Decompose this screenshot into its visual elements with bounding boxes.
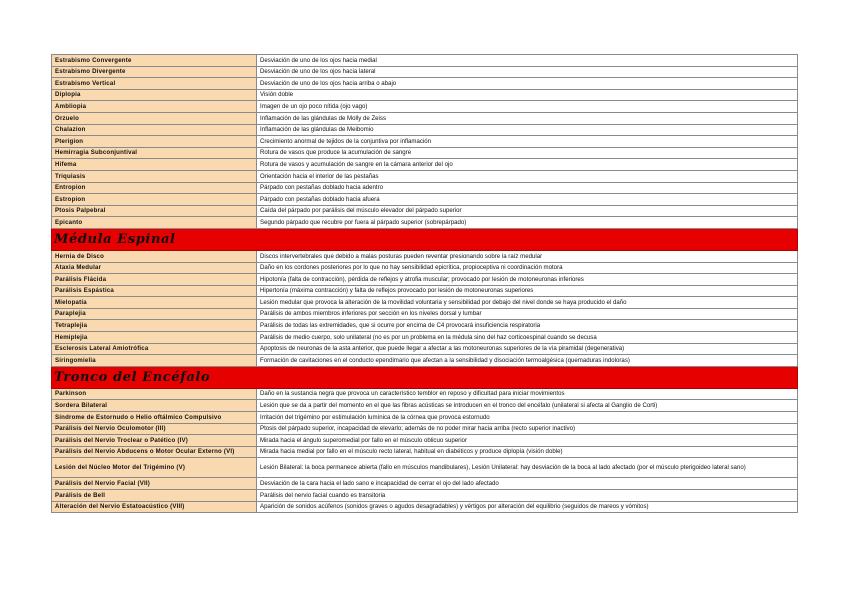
table-row bbox=[52, 101, 798, 113]
term-cell: Parálisis de Bell bbox=[52, 490, 257, 502]
table-row bbox=[52, 112, 798, 124]
term-cell: Hemiplejia bbox=[52, 332, 257, 344]
table-row bbox=[52, 55, 798, 67]
term-cell: Parálisis Espástica bbox=[52, 285, 257, 297]
definition-cell: Discos intervertebrales que debido a malas posturas pueden reventar presionando sobre la raíz medular bbox=[257, 250, 798, 262]
term-cell: Hemirragia Subconjuntival bbox=[52, 147, 257, 159]
table-row bbox=[52, 458, 798, 478]
table-row bbox=[52, 205, 798, 217]
definition-cell: Parálisis del nervio facial cuando es transitoria bbox=[257, 490, 798, 502]
terms-table bbox=[51, 54, 798, 513]
definition-cell: Hipertonía (máxima contracción) y falta de reflejos provocado por lesión de motoneuronas superiores bbox=[257, 285, 798, 297]
table-row bbox=[52, 478, 798, 490]
term-cell: Chalazion bbox=[52, 124, 257, 136]
table-row bbox=[52, 446, 798, 458]
table-row bbox=[52, 170, 798, 182]
definition-cell: Desviación de uno de los ojos hacia arriba o abajo bbox=[257, 78, 798, 90]
table-row bbox=[52, 388, 798, 400]
definition-cell: Irritación del trigémino por estimulación lumínica de la córnea que provoca estornudo bbox=[257, 412, 798, 424]
definition-cell: Imagen de un ojo poco nítida (ojo vago) bbox=[257, 101, 798, 113]
definition-cell: Apoptosis de neuronas de la asta anterior, que puede llegar a afectar a las motoneuronas superiores de la vía piramidal (degenerativa) bbox=[257, 343, 798, 355]
definition-cell: Desviación de uno de los ojos hacia lateral bbox=[257, 66, 798, 78]
term-cell: Hifema bbox=[52, 159, 257, 171]
table-row bbox=[52, 182, 798, 194]
definition-cell: Parálisis de ambos miembros inferiores por sección en los niveles dorsal y lumbar bbox=[257, 308, 798, 320]
definition-cell: Párpado con pestañas doblado hacia afuera bbox=[257, 194, 798, 206]
term-cell: Síndrome de Estornudo o Helio oftálmico Compulsivo bbox=[52, 412, 257, 424]
table-row bbox=[52, 159, 798, 171]
table-row bbox=[52, 400, 798, 412]
term-cell: Estropion bbox=[52, 194, 257, 206]
table-row bbox=[52, 343, 798, 355]
term-cell: Entropion bbox=[52, 182, 257, 194]
table-row bbox=[52, 136, 798, 148]
term-cell: Siringomielia bbox=[52, 355, 257, 367]
term-cell: Estrabismo Convergente bbox=[52, 55, 257, 67]
term-cell: Sordera Bilateral bbox=[52, 400, 257, 412]
definition-cell: Rotura de vasos y acumulación de sangre en la cámara anterior del ojo bbox=[257, 159, 798, 171]
term-cell: Mielopatía bbox=[52, 297, 257, 309]
table-row bbox=[52, 423, 798, 435]
term-cell: Parálisis del Nervio Facial (VII) bbox=[52, 478, 257, 490]
table-row bbox=[52, 89, 798, 101]
definition-cell: Desviación de la cara hacia el lado sano e incapacidad de cerrar el ojo del lado afectado bbox=[257, 478, 798, 490]
term-cell: Diplopia bbox=[52, 89, 257, 101]
term-cell: Ataxia Medular bbox=[52, 262, 257, 274]
definition-cell: Lesión que se da a partir del momento en el que las fibras acústicas se introducen en el tronco del encéfalo (unilateral si afecta al Ganglio de Corti) bbox=[257, 400, 798, 412]
definition-cell: Segundo párpado que recubre por fuera al párpado superior (sobrepárpado) bbox=[257, 217, 798, 229]
table-row bbox=[52, 66, 798, 78]
term-cell: Esclerosis Lateral Amiotrófica bbox=[52, 343, 257, 355]
table-row bbox=[52, 285, 798, 297]
section-header-row bbox=[52, 366, 798, 388]
section-header-row bbox=[52, 228, 798, 250]
term-cell: Parkinson bbox=[52, 388, 257, 400]
term-cell: Hernia de Disco bbox=[52, 250, 257, 262]
term-cell: Triquiasis bbox=[52, 170, 257, 182]
table-row bbox=[52, 297, 798, 309]
table-row bbox=[52, 412, 798, 424]
definition-cell: Crecimiento anormal de tejidos de la conjuntiva por inflamación bbox=[257, 136, 798, 148]
definition-cell: Hipotonía (falta de contracción), pérdida de reflejos y atrofia muscular; provocado por lesión de motoneuronas inferiores bbox=[257, 274, 798, 286]
term-cell: Parálisis del Nervio Oculomotor (III) bbox=[52, 423, 257, 435]
definition-cell: Rotura de vasos que produce la acumulación de sangre bbox=[257, 147, 798, 159]
terms-table-body bbox=[52, 55, 798, 513]
section-title: Tronco del Encéfalo bbox=[52, 366, 798, 388]
term-cell: Parálisis Flácida bbox=[52, 274, 257, 286]
definition-cell: Formación de cavitaciones en el conducto ependimario que afectan a la sensibilidad y disociación termoalgésica (quemaduras indoloras) bbox=[257, 355, 798, 367]
term-cell: Ambliopia bbox=[52, 101, 257, 113]
definition-cell: Inflamación de las glándulas de Molly de Zeiss bbox=[257, 112, 798, 124]
table-row bbox=[52, 274, 798, 286]
definition-cell: Ptosis del párpado superior, incapacidad de elevarlo; además de no poder mirar hacia arriba (recto superior inactivo) bbox=[257, 423, 798, 435]
term-cell: Epicanto bbox=[52, 217, 257, 229]
table-row bbox=[52, 250, 798, 262]
term-cell: Ptosis Palpebral bbox=[52, 205, 257, 217]
section-title: Médula Espinal bbox=[52, 228, 798, 250]
table-row bbox=[52, 78, 798, 90]
definition-cell: Lesión medular que provoca la alteración de la movilidad voluntaria y sensibilidad por debajo del nivel donde se haya producido el daño bbox=[257, 297, 798, 309]
term-cell: Estrabismo Divergente bbox=[52, 66, 257, 78]
term-cell: Lesión del Núcleo Motor del Trigémino (V) bbox=[52, 458, 257, 478]
table-row bbox=[52, 501, 798, 513]
definition-cell: Párpado con pestañas doblado hacia adentro bbox=[257, 182, 798, 194]
term-cell: Tetraplejia bbox=[52, 320, 257, 332]
term-cell: Estrabismo Vertical bbox=[52, 78, 257, 90]
definition-cell: Parálisis de medio cuerpo, solo unilateral (no es por un problema en la médula sino del haz corticoespinal cuando se decusa bbox=[257, 332, 798, 344]
definition-cell: Orientación hacia el interior de las pestañas bbox=[257, 170, 798, 182]
definition-cell: Inflamación de las glándulas de Meibomio bbox=[257, 124, 798, 136]
table-row bbox=[52, 435, 798, 447]
definition-cell: Daño en la sustancia negra que provoca un característico temblor en reposo y dificultad para iniciar movimientos bbox=[257, 388, 798, 400]
term-cell: Alteración del Nervio Estatoacústico (VIII) bbox=[52, 501, 257, 513]
term-cell: Orzuelo bbox=[52, 112, 257, 124]
definition-cell: Caída del párpado por parálisis del músculo elevador del párpado superior bbox=[257, 205, 798, 217]
definition-cell: Mirada hacia medial por fallo en el músculo recto lateral, habitual en diabéticos y produce diplopía (visión doble) bbox=[257, 446, 798, 458]
definition-cell: Visión doble bbox=[257, 89, 798, 101]
table-row bbox=[52, 194, 798, 206]
definition-cell: Daño en los cordones posteriores por lo que no hay sensibilidad epicrítica, propioceptiva ni coordinación motora bbox=[257, 262, 798, 274]
definition-cell: Mirada hacia el ángulo superomedial por fallo en el músculo oblicuo superior bbox=[257, 435, 798, 447]
definition-cell: Parálisis de todas las extremidades, que si ocurre por encima de C4 provocará insuficiencia respiratoria bbox=[257, 320, 798, 332]
definition-cell: Desviación de uno de los ojos hacia medial bbox=[257, 55, 798, 67]
term-cell: Pterigion bbox=[52, 136, 257, 148]
table-row bbox=[52, 147, 798, 159]
table-row bbox=[52, 124, 798, 136]
term-cell: Parálisis del Nervio Abducens o Motor Ocular Externo (VI) bbox=[52, 446, 257, 458]
table-row bbox=[52, 355, 798, 367]
definition-cell: Aparición de sonidos acúfenos (sonidos graves o agudos desagradables) y vértigos por alteración del equilibrio (seguidos de mareos y vómitos) bbox=[257, 501, 798, 513]
table-row bbox=[52, 320, 798, 332]
table-row bbox=[52, 262, 798, 274]
table-row bbox=[52, 490, 798, 502]
table-row bbox=[52, 308, 798, 320]
table-row bbox=[52, 332, 798, 344]
definition-cell: Lesión Bilateral: la boca permanece abierta (fallo en músculos mandibulares), Lesión Unilateral: hay desviación de la boca al lado afectado (por el músculo pterigoideo lateral sano) bbox=[257, 458, 798, 478]
term-cell: Paraplejia bbox=[52, 308, 257, 320]
term-cell: Parálisis del Nervio Troclear o Patético (IV) bbox=[52, 435, 257, 447]
table-row bbox=[52, 217, 798, 229]
